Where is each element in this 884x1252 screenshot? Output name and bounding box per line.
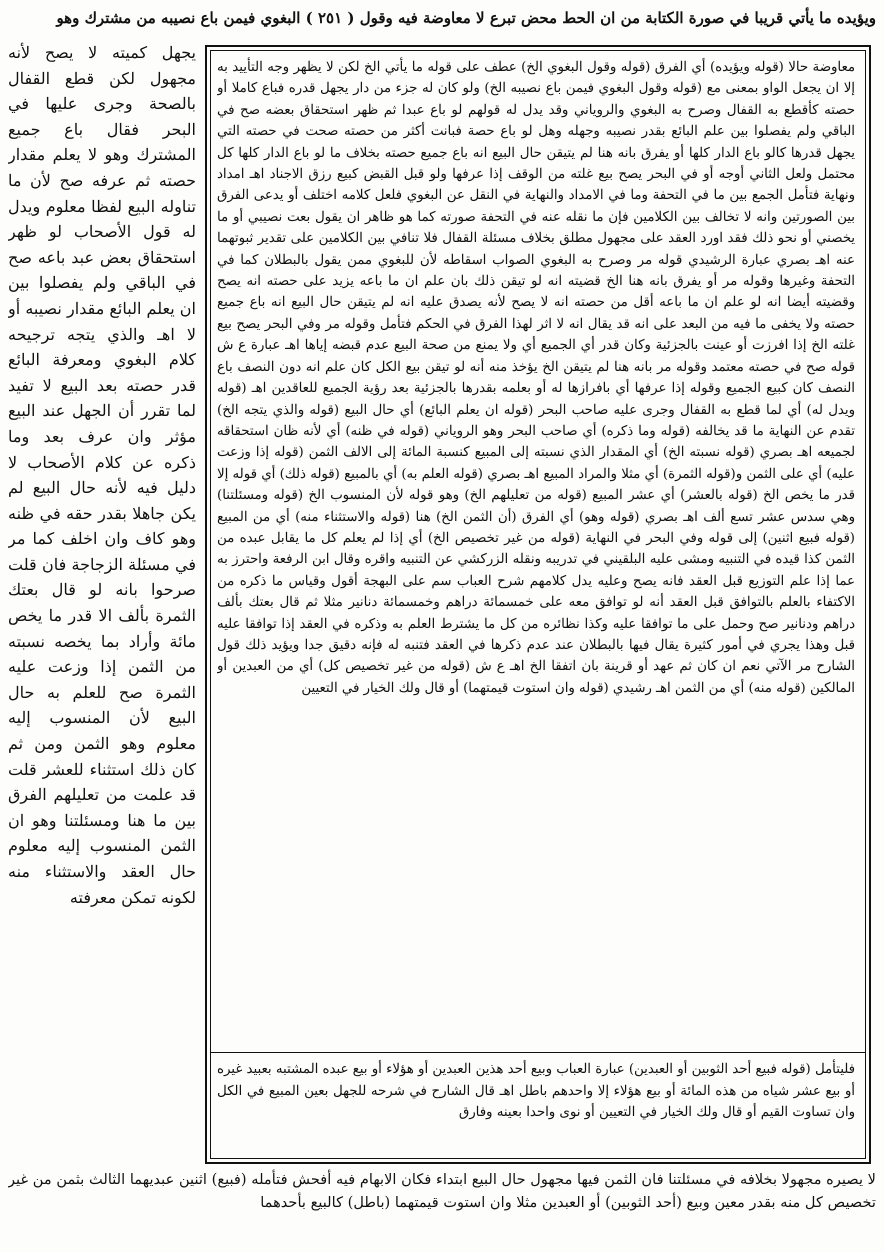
running-header: ويؤيده ما يأتي قريبا في صورة الكتابة من ان الحط محض تبرع لا معاوضة فيه وقول ( ٢٥١ ) البغوي فيمن باع نصيبه من مشترك وهو [56, 9, 876, 27]
commentary-footer-text: فليتأمل (قوله فبيع أحد الثوبين أو العبدين) عبارة العباب وبيع أحد هذين العبدين أو هؤلاء أو بيع عبده المشتبه بعبيد غيره أو بيع عشر شياه من هذه المائة أو بيع هؤلاء إلا واحدهم باطل اهـ قال الشارح في شرحه للجهل بعين المبيع في الكل وان تساوت القيم أو قال ولك الخيار في التعيين أو نوى واحدا بعينه وفارق [217, 1062, 855, 1121]
margin-matn-column: يجهل كميته لا يصح لأنه مجهول لكن قطع القفال بالصحة وجرى عليها في البحر فقال باع جميع المشترك وهو لا يعلم مقدار حصته ثم عرفه صح لأن ما تناوله البيع لفظا معلوم ويدل له قول الأصحاب لو ظهر استحقاق بعض عبد باعه صح في الباقي ولم يفصلوا بين ان يعلم البائع مقدار نصيبه أو لا اهـ والذي يتجه ترجيحه كلام البغوي ومعرفة البائع قدر حصته بعد البيع لا تفيد لما تقرر أن الجهل عند البيع مؤثر وان عرف بعد وما ذكره عن كلام الأصحاب لا دليل فيه لأنه حال البيع لم يكن جاهلا بقدر حقه في ظنه وهو كاف وان اخلف كما مر في مسئلة الزجاجة فان قلت صرحوا بانه لو قال بعتك الثمرة بألف الا قدر ما يخص مائة وأراد بما يخصه نسبته من الثمن إذا وزعت عليه الثمرة صح للعلم به حال البيع لأن المنسوب إليه معلوم وهو الثمن ومن ثم كان ذلك استثناء للعشر قلت قد علمت من تعليلهم الفرق بين ما هنا ومسئلتنا وهو ان الثمن المنسوب إليه معلوم حال العقد والاستثناء منه لكونه تمكن معرفته [8, 43, 196, 907]
section-divider [211, 1052, 865, 1053]
bottom-matn-text: لا يصيره مجهولا بخلافه في مسئلتنا فان الثمن فيها مجهول حال البيع ابتداء فكان الابهام فيه أفحش فتأمله (فبيع) اثنين عبديهما الثالث بثمن من غير تخصيص كل منه بقدر معين وبيع (أحد الثوبين) أو العبدين مثلا وان استوت قيمتهما (باطل) كالبيع بأحدهما [8, 1171, 876, 1211]
commentary-frame [205, 45, 871, 1164]
commentary-text: معاوضة حالا (قوله ويؤيده) أي الفرق (قوله وقول البغوي الخ) عطف على قوله ما يأتي الخ لكن لا يظهر وجه التأييد به إلا ان يجعل الواو بمعنى مع (قوله وقول البغوي فيمن باع نصيبه الخ) ولو كان له جزء من دار يجهل قدره فباع كاملا أو حصته كأقطع به القفال وصرح به البغوي والروياني وقد يدل له قولهم لو باع عبدا ثم ظهر استحقاق بعضه صح في الباقي ولم يفصلوا بين علم البائع بقدر نصيبه وجهله وهل لو باع حصة فبانت أكثر من حصته صحت في حصته التي يجهل قدرها كالو باع الدار كلها أو يفرق بانه هنا لم يتيقن حال البيع انه باع جميع حصته بخلاف ما لو باع الدار كلها كل محتمل ولعل الثاني أوجه أو في البحر يصح بيع غلته من الوقف إذا عرفها ولو قبل القبض كبيع رزق الاجناد اهـ امداد ونهاية فتأمل الجمع بين ما في التحفة وما في الامداد والنهاية في النقل عن البغوي فلعل كلامه اختلف أو يدعى الفرق بين الصورتين وانه لا تخالف بين الكلامين فإن ما نقله عنه في التحفة صورته كما هو ظاهر ان يقول بعت نصيبي أو ما يخصني أو نحو ذلك فقد اورد العقد على مجهول مطلق بخلاف مسئلة القفال فلا تنافي بين الكلامين على تقدير ثبوتهما عنه اهـ بصري عبارة الرشيدي قوله مر وصرح به البغوي الصواب اسقاطه لأن للبغوي ممن يقول بالبطلان كما في التحفة وغيرها وقوله مر أو يفرق بانه هنا الخ قضيته انه لو تيقن ذلك بان علم ان ما باعه يزيد على حصته انه يصح وقضيته أيضا انه لو علم ان ما باعه أقل من حصته انه لا يصح لأنه يصدق عليه انه لم يتيقن حال البيع انه باع جميع حصته ولا يخفى ما فيه من البعد على انه قد يقال انه لا اثر لهذا الفرق في الحكم فتأمل وقوله مر وفي البحر يصح بيع غلته الخ إذا افرزت أو عينت بالجزئية وكان قدر أي الجميع أي ولا يمنع من صحة البيع عدم قبضه إياها اهـ عبارة ع ش قوله صح في حصته معتمد وقوله مر بانه هنا لم يتيقن الخ يؤخذ منه أنه لو تيقن بيع الكل كان علم انه دون النصف باع النصف كان كبيع الجميع وقوله إذا عرفها أي بافرازها له أو بعلمه بقدرها بالجزئية بعد رؤية الجميع للعاقدين اهـ (قوله ويدل له) أي لما قطع به القفال وجرى عليه صاحب البحر (قوله ان يعلم البائع) أي حال البيع (قوله والذي يتجه الخ) تقدم عن النهاية ما قد يخالفه (قوله وما ذكره) أي صاحب البحر وهو الروياني (قوله في ظنه) أي لأنه ظان استحقاقه لجميعه اهـ بصري (قوله نسبته الخ) أي المقدار الذي نسبته إلى المبيع كنسبة المائة إلى الالف الثمن (قوله إذا وزعت عليه) أي على الثمن و(قوله الثمرة) أي مثلا والمراد المبيع اهـ بصري (قوله العلم به) أي بالمبيع (قوله ذلك) أي قوله إلا قدر ما يخص الخ (قوله بالعشر) أي عشر المبيع (قوله من تعليلهم الخ) وهو قوله لأن المنسوب الخ (قوله ومسئلتنا) وهي سدس عشر تسع ألف اهـ بصري (قوله وهو) أي الفرق (أن الثمن الخ) هنا (قوله والاستثناء منه) أي من المبيع (قوله فبيع اثنين) إلى قوله وفي البحر في النهاية (قوله من غير تخصيص الخ) أي إذا لم يعلم كل ما يقابل عبده من الثمن كذا قيده في التنبيه ومشى عليه البلقيني في تدريبه ونقله الزركشي عن التنبيه واقره وقال ابن الرفعة واحترز به عما إذا علم التوزيع قبل العقد فانه يصح وعليه يدل كلامهم شرح العباب سم على البهجة أقول وقياس ما ذكره من الاكتفاء بالعلم بالتوافق قبل العقد أنه لو توافق معه على خمسمائة دراهم وخمسمائة دنانير مثلا ثم قال بعتك بألف دراهم ودنانير صح وحمل على ما توافقا عليه وكذا نظائره من كل ما يشترط العلم به وذكره في العقد إذا توافقا عليه قبل وهذا يجري في أمور كثيرة يقال فيها بالبطلان عند عدم ذكرها في العقد فتنبه له فإنه دقيق جدا ويؤيد ذلك قول الشارح مر الآتي نعم ان كان ثم عهد أو قرينة بان اتفقا الخ اهـ ع ش (قوله من غير تخصيص كل) أي من العبدين أو المالكين (قوله منه) أي من الثمن اهـ رشيدي (قوله وان استوت قيمتهما) أو قال ولك الخيار في التعيين [217, 60, 855, 696]
